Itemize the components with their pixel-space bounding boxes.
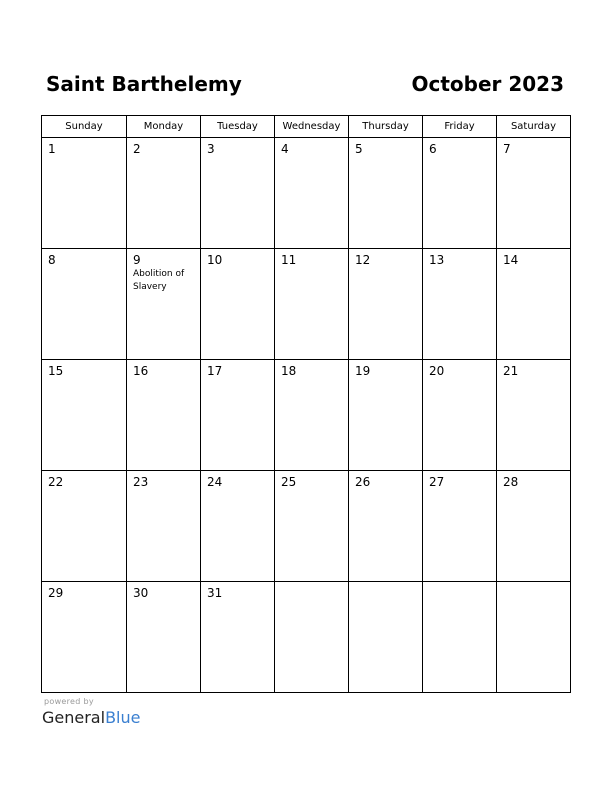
day-cell xyxy=(275,249,349,360)
day-number: 29 xyxy=(48,586,64,600)
day-number: 23 xyxy=(133,475,149,489)
weekday-saturday: Saturday xyxy=(497,116,571,138)
generalblue-logo xyxy=(42,708,140,728)
day-cell xyxy=(127,582,201,693)
day-cell xyxy=(127,249,201,360)
day-cell xyxy=(497,249,571,360)
day-number: 18 xyxy=(281,364,297,378)
day-cell xyxy=(42,249,127,360)
day-number: 7 xyxy=(503,142,511,156)
day-cell xyxy=(127,138,201,249)
day-cell xyxy=(127,471,201,582)
day-number: 6 xyxy=(429,142,437,156)
day-cell xyxy=(349,138,423,249)
brand-blue-text: Blue xyxy=(105,708,141,727)
day-number: 10 xyxy=(207,253,223,267)
day-cell xyxy=(201,582,275,693)
day-cell xyxy=(201,360,275,471)
holiday-label: Abolition of Slavery xyxy=(133,269,185,292)
day-number: 26 xyxy=(355,475,371,489)
day-number: 4 xyxy=(281,142,289,156)
weekday-wednesday: Wednesday xyxy=(275,116,349,138)
day-cell xyxy=(275,582,349,693)
weekday-sunday: Sunday xyxy=(42,116,127,138)
day-number: 3 xyxy=(207,142,215,156)
day-cell xyxy=(423,249,497,360)
day-cell xyxy=(42,360,127,471)
day-cell xyxy=(497,138,571,249)
day-cell xyxy=(423,360,497,471)
day-number: 17 xyxy=(207,364,223,378)
week-row xyxy=(42,249,571,360)
day-number: 20 xyxy=(429,364,445,378)
day-cell xyxy=(497,360,571,471)
week-row xyxy=(42,471,571,582)
day-cell xyxy=(349,471,423,582)
day-cell xyxy=(349,360,423,471)
day-cell xyxy=(127,360,201,471)
day-number: 27 xyxy=(429,475,445,489)
day-number: 19 xyxy=(355,364,371,378)
weekday-header-row xyxy=(42,116,571,138)
weekday-monday: Monday xyxy=(127,116,201,138)
day-cell xyxy=(42,138,127,249)
day-number: 2 xyxy=(133,142,141,156)
day-number: 21 xyxy=(503,364,519,378)
day-number: 5 xyxy=(355,142,363,156)
day-cell xyxy=(497,471,571,582)
calendar-grid xyxy=(41,115,571,693)
weekday-friday: Friday xyxy=(423,116,497,138)
month-year-title: October 2023 xyxy=(411,72,564,96)
day-cell xyxy=(423,582,497,693)
day-cell xyxy=(349,582,423,693)
day-cell xyxy=(423,138,497,249)
weekday-thursday: Thursday xyxy=(349,116,423,138)
day-cell xyxy=(42,471,127,582)
day-number: 31 xyxy=(207,586,223,600)
day-number: 16 xyxy=(133,364,149,378)
day-number: 12 xyxy=(355,253,371,267)
day-number: 24 xyxy=(207,475,223,489)
day-number: 9 xyxy=(133,253,141,267)
day-number: 14 xyxy=(503,253,519,267)
day-cell xyxy=(275,138,349,249)
day-number: 30 xyxy=(133,586,149,600)
day-number: 25 xyxy=(281,475,297,489)
day-cell xyxy=(423,471,497,582)
weekday-tuesday: Tuesday xyxy=(201,116,275,138)
day-number: 11 xyxy=(281,253,297,267)
day-cell xyxy=(497,582,571,693)
powered-by-label: powered by xyxy=(44,697,94,706)
brand-general-text: General xyxy=(42,708,106,727)
day-cell xyxy=(201,471,275,582)
day-cell xyxy=(349,249,423,360)
day-number: 22 xyxy=(48,475,64,489)
day-cell xyxy=(201,249,275,360)
day-number: 1 xyxy=(48,142,56,156)
day-number: 13 xyxy=(429,253,445,267)
week-row xyxy=(42,138,571,249)
day-cell xyxy=(275,471,349,582)
week-row xyxy=(42,360,571,471)
day-number: 8 xyxy=(48,253,56,267)
day-number: 28 xyxy=(503,475,519,489)
day-number: 15 xyxy=(48,364,64,378)
day-cell xyxy=(201,138,275,249)
week-row xyxy=(42,582,571,693)
day-cell xyxy=(275,360,349,471)
country-title: Saint Barthelemy xyxy=(46,72,242,96)
day-cell xyxy=(42,582,127,693)
